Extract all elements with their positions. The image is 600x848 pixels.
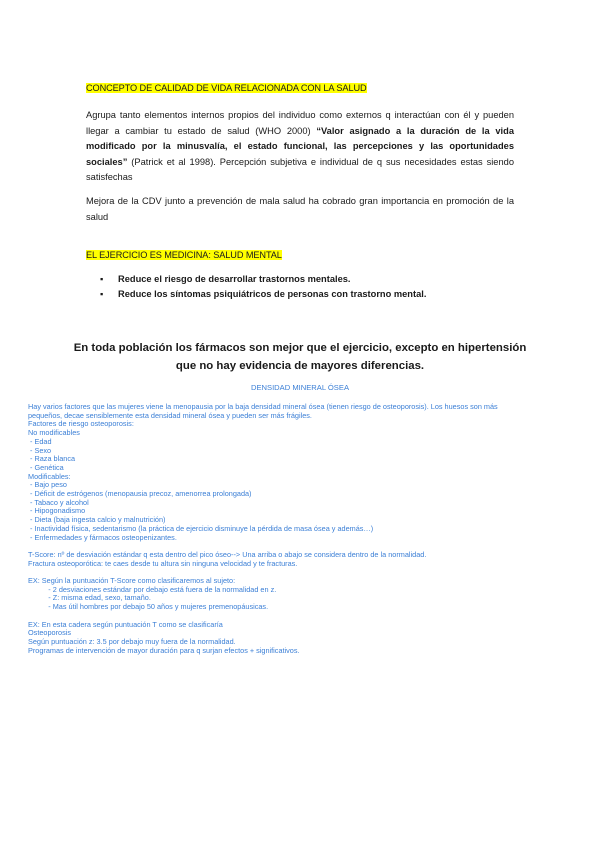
density-line: - Z: misma edad, sexo, tamaño. [28,593,151,603]
density-line: T-Score: nº de desviación estándar q esta dentro del pico óseo--> Una arriba o abajo se considera dentro de la normalidad. [28,549,427,559]
density-line: EX: En esta cadera según puntuación T como se clasificaría [28,619,223,629]
list-item-text: Reduce el riesgo de desarrollar trastornos mentales. [118,274,351,284]
bullet-square-icon: ▪ [100,289,104,299]
density-line: - Genética [28,462,64,472]
paragraph-cdv-promotion: Mejora de la CDV junto a prevención de mala salud ha cobrado gran importancia en promoción de la salud [86,196,514,222]
density-line: Osteoporosis [28,628,71,638]
density-line: Fractura osteoporótica: te caes desde tu altura sin ninguna velocidad y te fracturas. [28,558,298,568]
density-line: pequeños, decae sensiblemente esta densidad mineral ósea y pueden ser más frágiles. [28,410,312,420]
density-line: - Inactividad física, sedentarismo (la práctica de ejercicio disminuye la pérdida de masa ósea y además…) [28,523,374,533]
density-line: - Déficit de estrógenos (menopausia precoz, amenorrea prolongada) [28,489,252,499]
paragraph-text: Agrupa tanto elementos internos propios del individuo como externos q interactúan con él y pueden llegar a cambiar tu estado de salud (WHO 2000) [86,110,514,136]
density-line: Modificables: [28,471,71,481]
density-body [28,403,594,655]
statement-block [40,339,560,375]
density-line: No modificables [28,428,80,438]
density-line: - Hipogonadismo [28,506,86,516]
density-line: - Mas útil hombres por debajo 50 años y mujeres premenopáusicas. [28,602,269,612]
density-line: - Tabaco y alcohol [28,497,89,507]
density-line: Factores de riesgo osteoporosis: [28,419,134,429]
density-line: Según puntuación z: 3.5 por debajo muy fuera de la normalidad. [28,636,236,646]
section-heading-calidad-vida: CONCEPTO DE CALIDAD DE VIDA RELACIONADA CON LA SALUD [86,83,367,93]
section-heading-ejercicio: EL EJERCICIO ES MEDICINA: SALUD MENTAL [86,250,282,260]
density-line: Hay varios factores que las mujeres viene la menopausia por la baja densidad mineral ósea (tienen riesgo de osteoporosis). Los huesos son más [28,402,498,411]
paragraph-cdv-definition [86,108,514,186]
statement-line: En toda población los fármacos son mejor que el ejercicio, excepto en hipertensión [73,342,527,354]
density-line: Programas de intervención de mayor duración para q surjan efectos + significativos. [28,645,300,655]
statement-line: que no hay evidencia de mayores diferencias. [175,360,425,372]
list-item [100,287,520,302]
list-item-text: Reduce los síntomas psiquiátricos de personas con trastorno mental. [118,289,427,299]
density-line: EX: Según la puntuación T-Score como clasificaremos al sujeto: [28,576,236,586]
density-line: - Raza blanca [28,454,76,464]
density-line: - Bajo peso [28,480,67,490]
density-line: - Sexo [28,445,52,455]
density-line: - Edad [28,436,52,446]
density-line: - Dieta (baja ingesta calcio y malnutrición) [28,515,166,525]
density-title: DENSIDAD MINERAL ÓSEA [250,383,350,392]
paragraph-quote: “Valor asignado a la duración de la vida modificado por la minusvalía, el estado funcional, las percepciones y las oportunidades sociales” [86,125,514,167]
density-line: - 2 desviaciones estándar por debajo está fuera de la normalidad en z. [28,584,277,594]
paragraph-text-end: (Patrick et al 1998). Percepción subjetiva e individual de q sus necesidades estas siendo satisfechas [86,156,514,183]
list-item [100,272,520,287]
density-line: - Enfermedades y fármacos osteopenizantes. [28,532,177,542]
bullet-square-icon: ▪ [100,274,104,284]
bullet-list [100,272,520,302]
